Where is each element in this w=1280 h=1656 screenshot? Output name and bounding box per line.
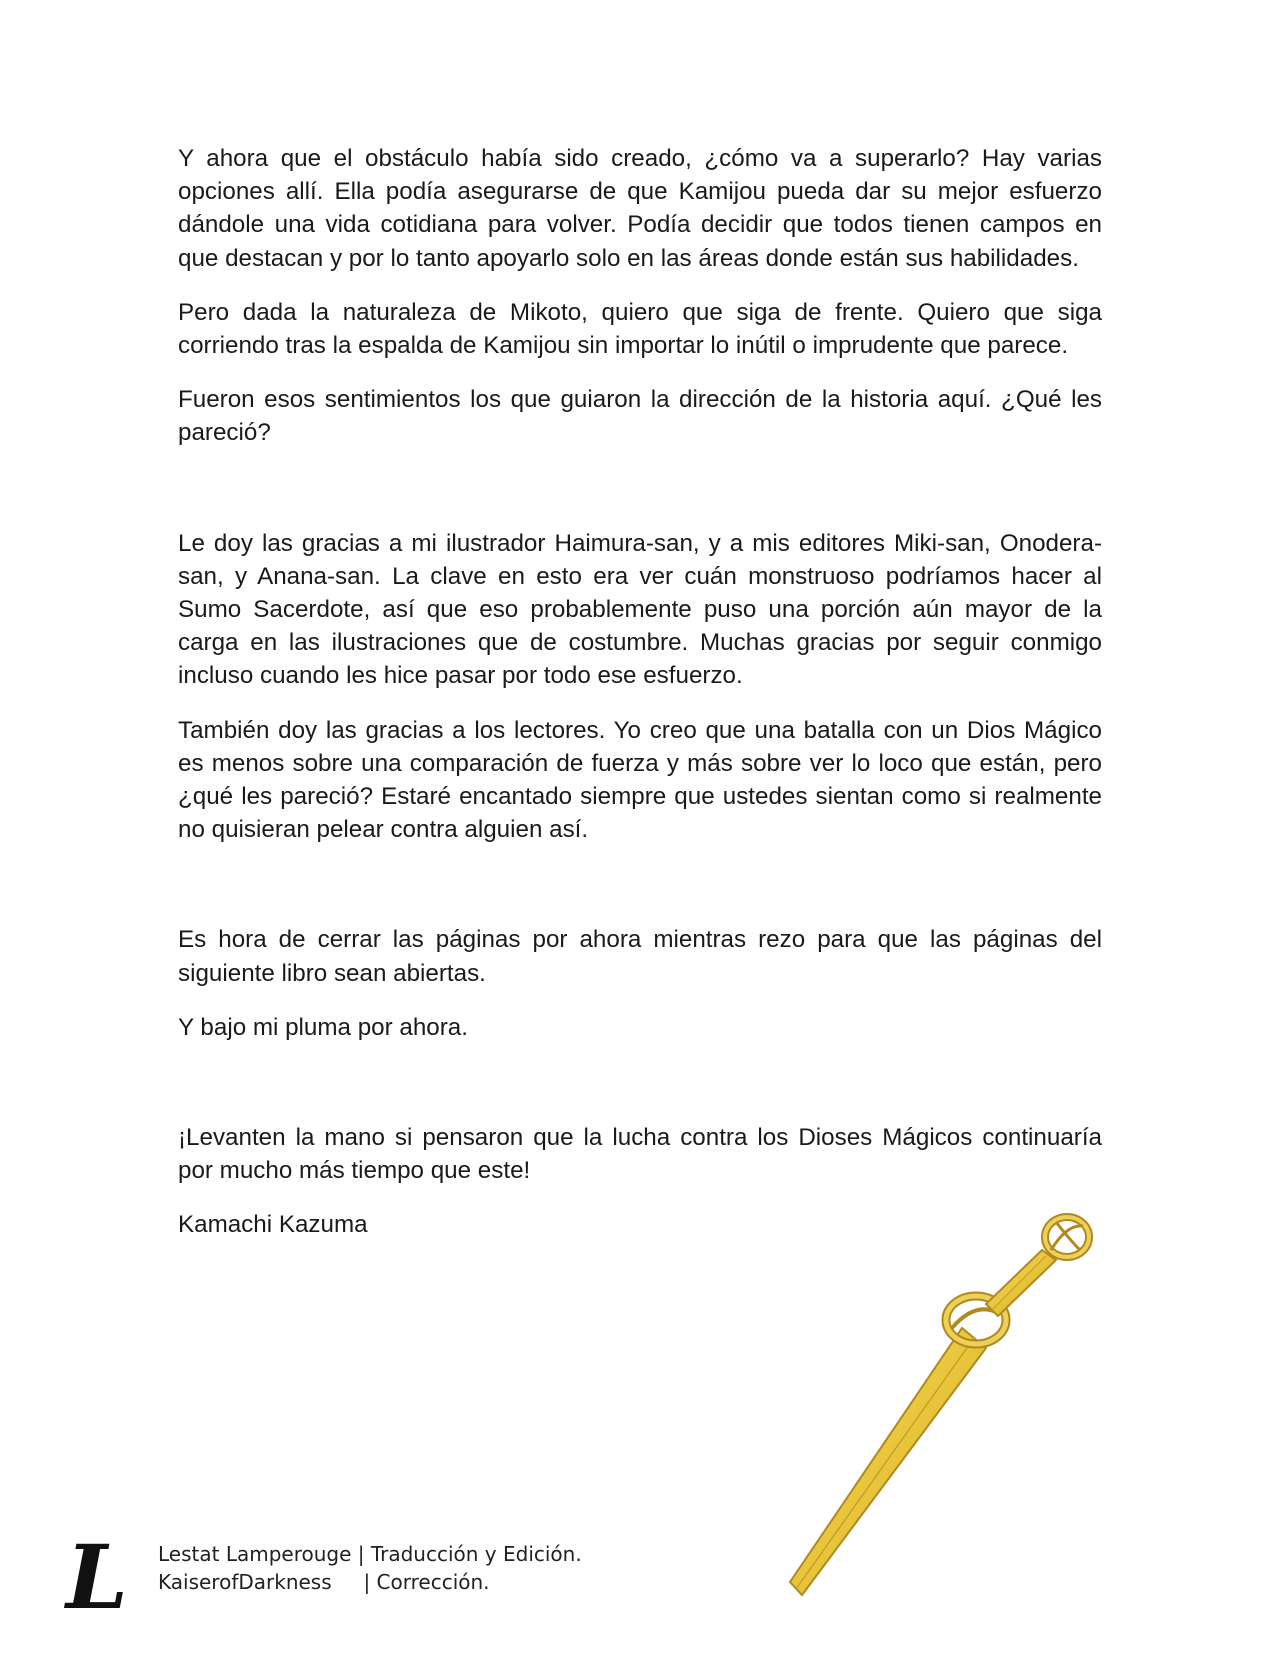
credit-row-translation <box>158 1540 582 1568</box>
gothic-l-logo <box>64 1530 128 1620</box>
afterword-body <box>178 142 1102 1263</box>
corrector-name: KaiserofDarkness <box>158 1570 332 1594</box>
paragraph-thanks-illustrator: Le doy las gracias a mi ilustrador Haimura-san, y a mis editores Miki-san, Onodera-san, y Anana-san. La clave en esto era ver cuán monstruoso podríamos hacer al Sumo Sacerdote, así que eso probablemente puso una porción aún mayor de la carga en las ilustraciones que de costumbre. Muchas gracias por seguir conmigo incluso cuando les hice pasar por todo ese esfuerzo. <box>178 529 1102 690</box>
paragraph-pen-down: Y bajo mi pluma por ahora. <box>178 1013 468 1041</box>
translator-name: Lestat Lamperouge <box>158 1542 352 1566</box>
section-gap <box>178 1065 1102 1121</box>
author-signature: Kamachi Kazuma <box>178 1211 368 1239</box>
translator-role: | Traducción y Edición. <box>357 1542 582 1566</box>
sword-illustration <box>780 1210 1160 1610</box>
paragraph-obstacle: Y ahora que el obstáculo había sido creado, ¿cómo va a superarlo? Hay varias opciones allí. Ella podía asegurarse de que Kamijou pueda dar su mejor esfuerzo dándole una vida cotidiana para volver. Podía decidir que todos tienen campos en que destacan y por lo tanto apoyarlo solo en las áreas donde están sus habilidades. <box>178 145 1102 272</box>
credits <box>158 1540 582 1596</box>
paragraph-mikoto: Pero dada la naturaleza de Mikoto, quiero que siga de frente. Quiero que siga corriendo tras la espalda de Kamijou sin importar lo inútil o imprudente que parece. <box>178 298 1102 360</box>
corrector-role: | Corrección. <box>363 1570 490 1594</box>
paragraph-thanks-readers: También doy las gracias a los lectores. Yo creo que una batalla con un Dios Mágico es menos sobre una comparación de fuerza y más sobre ver lo loco que están, pero ¿qué les pareció? Estaré encantado siempre que ustedes sientan como si realmente no quisieran pelear contra alguien así. <box>178 716 1102 844</box>
paragraph-closing-pages: Es hora de cerrar las páginas por ahora mientras rezo para que las páginas del siguiente libro sean abiertas. <box>178 926 1102 987</box>
section-gap <box>178 867 1102 923</box>
credit-row-correction <box>158 1568 582 1596</box>
logo-letter: L <box>66 1530 128 1620</box>
paragraph-feelings: Fueron esos sentimientos los que guiaron la dirección de la historia aquí. ¿Qué les pareció? <box>178 386 1102 447</box>
section-gap <box>178 471 1102 527</box>
paragraph-raise-hands: ¡Levanten la mano si pensaron que la lucha contra los Dioses Mágicos continuaría por mucho más tiempo que este! <box>178 1124 1102 1185</box>
